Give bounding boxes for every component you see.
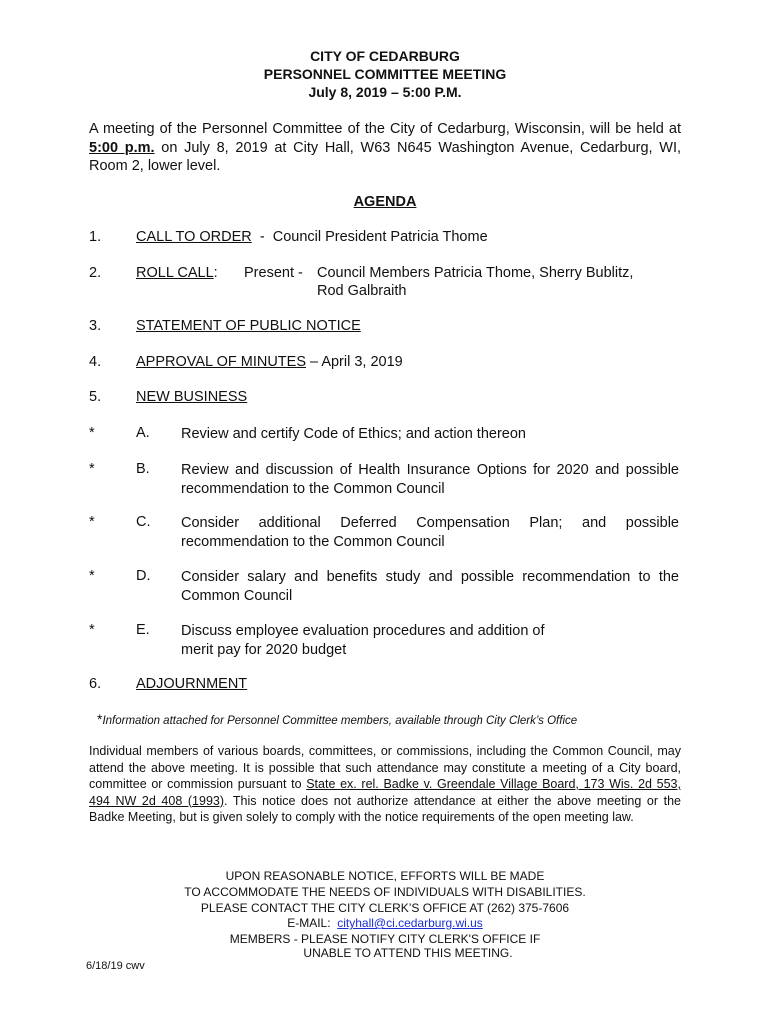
sub-item-line: Consider additional Deferred Compensation Plan; and possible	[181, 515, 679, 531]
notice-text: Individual members of various boards, committees, or commissions, including the Common Council, may attend the above meeting. It is possible that such attendance may constitute a meeting of a City board, committee or commission pursuant to	[89, 744, 681, 791]
footnote-text: Information attached for Personnel Committee members, available through City Clerk’s Office	[102, 715, 578, 727]
item-number: 1.	[89, 229, 102, 245]
sub-item-line: merit pay for 2020 budget	[181, 641, 347, 658]
sub-item-b	[181, 461, 679, 498]
ada-line-2: TO ACCOMMODATE THE NEEDS OF INDIVIDUALS WITH DISABILITIES.	[184, 885, 586, 899]
sub-item-letter: E.	[136, 622, 150, 638]
item-number: 3.	[89, 318, 102, 334]
sub-item-c	[181, 514, 679, 551]
agenda-item-call-to-order	[136, 229, 488, 245]
attachment-marker: *	[89, 461, 95, 477]
intro-paragraph	[89, 120, 681, 176]
agenda-item-adjournment: ADJOURNMENT	[136, 676, 248, 692]
ada-email-line	[0, 916, 770, 932]
item-detail: – April 3, 2019	[306, 354, 403, 370]
item-label: ROLL CALL	[136, 265, 214, 281]
item-detail: - Council President Patricia Thome	[251, 229, 488, 245]
footnote-marker: *	[97, 711, 103, 727]
sub-item-a	[181, 425, 679, 444]
item-label: APPROVAL OF MINUTES	[136, 354, 306, 370]
attachment-marker: *	[89, 568, 95, 584]
sub-item-line: Consider salary and benefits study and possible recommendation to the	[181, 569, 679, 585]
sub-item-letter: A.	[136, 425, 150, 441]
agenda-item-approval-of-minutes	[136, 354, 403, 370]
item-label: CALL TO ORDER	[136, 229, 252, 245]
ada-line-5: MEMBERS - PLEASE NOTIFY CITY CLERK'S OFFICE IF	[229, 932, 541, 946]
document-revision-code: 6/18/19 cwv	[86, 960, 145, 972]
email-link[interactable]: cityhall@ci.cedarburg.wi.us	[337, 916, 483, 930]
agenda-item-roll-call	[136, 265, 218, 281]
agenda-item-public-notice: STATEMENT OF PUBLIC NOTICE	[136, 318, 361, 334]
sub-item-letter: D.	[136, 568, 151, 584]
item-colon: :	[213, 265, 218, 281]
sub-item-line: recommendation to the Common Council	[181, 533, 445, 550]
intro-line-1: A meeting of the Personnel Committee of the City of Cedarburg, Wisconsin, will be held at	[89, 121, 681, 137]
agenda-item-new-business: NEW BUSINESS	[136, 389, 248, 405]
roll-call-members-line-1: Council Members Patricia Thome, Sherry Bublitz,	[317, 265, 634, 281]
ada-line-6: UNABLE TO ATTEND THIS MEETING.	[303, 946, 513, 960]
notice-text-end: . This notice does not authorize attendance at either the above meeting or the Badke Meeting, but is given solely to comply with the notice requirements of the open meeting law.	[89, 793, 682, 824]
sub-item-line: Common Council	[181, 587, 293, 604]
sub-item-e	[181, 622, 679, 659]
sub-item-line: recommendation to the Common Council	[181, 480, 445, 497]
sub-item-line: Review and certify Code of Ethics; and action thereon	[181, 426, 526, 442]
item-number: 4.	[89, 354, 102, 370]
meeting-title: PERSONNEL COMMITTEE MEETING	[263, 66, 507, 82]
sub-item-d	[181, 568, 679, 605]
roll-call-present: Present -	[244, 265, 303, 281]
sub-item-line: Review and discussion of Health Insurance Options for 2020 and possible	[181, 462, 679, 478]
ada-line-3: PLEASE CONTACT THE CITY CLERK’S OFFICE AT (262) 375-7606	[200, 901, 570, 915]
agenda-heading: AGENDA	[353, 194, 417, 210]
sub-item-line: Discuss employee evaluation procedures and addition of	[181, 623, 545, 639]
case-citation: State ex. rel. Badke v. Greendale Village Board, 173 Wis. 2d 553, 494 NW 2d 408 (1993)	[89, 777, 681, 808]
item-number: 6.	[89, 676, 102, 692]
meeting-time: 5:00 p.m.	[89, 139, 155, 156]
open-meeting-notice	[89, 743, 681, 826]
item-number: 5.	[89, 389, 102, 405]
meeting-datetime: July 8, 2019 – 5:00 P.M.	[308, 84, 462, 100]
intro-line-3: Room 2, lower level.	[89, 158, 221, 174]
attachment-marker: *	[89, 514, 95, 530]
ada-line-1: UPON REASONABLE NOTICE, EFFORTS WILL BE MADE	[225, 869, 545, 883]
attachment-footnote	[89, 711, 577, 727]
intro-line-2	[89, 139, 681, 158]
attachment-marker: *	[89, 425, 95, 441]
intro-location: on July 8, 2019 at City Hall, W63 N645 Washington Avenue, Cedarburg, WI,	[154, 139, 682, 156]
sub-item-letter: B.	[136, 461, 150, 477]
roll-call-members-line-2: Rod Galbraith	[317, 283, 407, 299]
sub-item-letter: C.	[136, 514, 151, 530]
city-title: CITY OF CEDARBURG	[310, 48, 460, 64]
item-number: 2.	[89, 265, 102, 281]
attachment-marker: *	[89, 622, 95, 638]
email-label: E-MAIL:	[287, 916, 338, 930]
